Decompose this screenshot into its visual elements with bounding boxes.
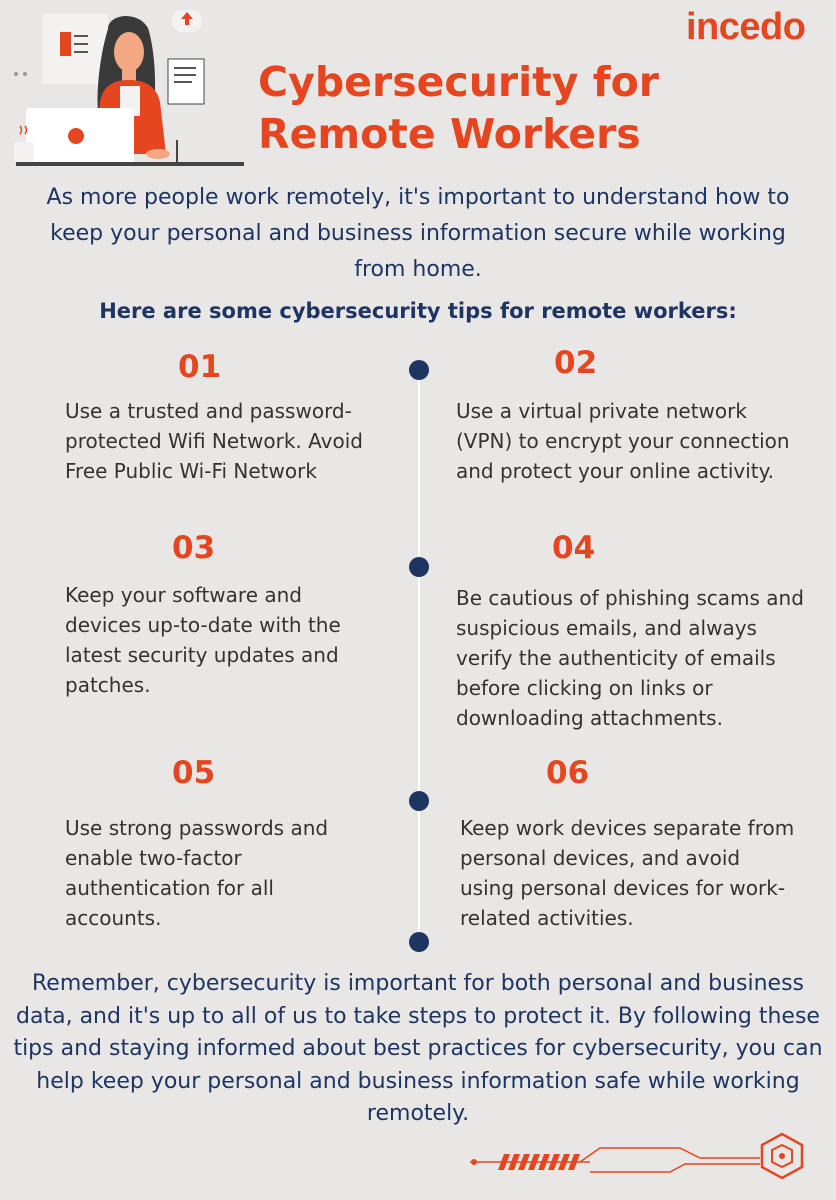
tip-text: Keep your software and devices up-to-date with the latest security updates and patches. <box>65 583 341 697</box>
tip-number: 04 <box>552 530 596 566</box>
timeline-dot <box>409 932 429 952</box>
timeline-dot <box>409 791 429 811</box>
tip-text: Use strong passwords and enable two-factor authentication for all accounts. <box>65 816 329 930</box>
page-title: Cybersecurity for Remote Workers <box>258 58 659 158</box>
conclusion-text: Remember, cybersecurity is important for both personal and business data, and it's up to all of us to take steps to protect it. By following these tips and staying informed about best practices for cybersecurity, you can help keep your personal and business information safe while working remotely. <box>13 971 823 1126</box>
tip-text: Use a trusted and password-protected Wifi Network. Avoid Free Public Wi-Fi Network <box>65 399 363 483</box>
tip-text: Be cautious of phishing scams and suspicious emails, and always verify the authenticity of emails before clicking on links or downloading attachments. <box>456 586 804 730</box>
tip-number: 01 <box>178 349 222 385</box>
tip-number: 03 <box>172 530 216 566</box>
circuit-hexagon-icon <box>470 1128 810 1184</box>
tip-text: Use a virtual private network (VPN) to encrypt your connection and protect your online activity. <box>456 399 790 483</box>
tip-number: 06 <box>546 755 590 791</box>
tip-number: 02 <box>554 345 598 381</box>
tip-number: 05 <box>172 755 216 791</box>
brand-logo: incedo <box>686 6 806 48</box>
timeline-line <box>418 370 420 942</box>
timeline-dot <box>409 360 429 380</box>
timeline-dot <box>409 557 429 577</box>
tips-heading: Here are some cybersecurity tips for remote workers: <box>99 299 737 323</box>
woman-at-laptop-illustration <box>8 4 248 169</box>
intro-text: As more people work remotely, it's important to understand how to keep your personal and business information secure while working from home. <box>46 185 790 282</box>
tip-text: Keep work devices separate from personal devices, and avoid using personal devices for work-related activities. <box>460 816 795 930</box>
